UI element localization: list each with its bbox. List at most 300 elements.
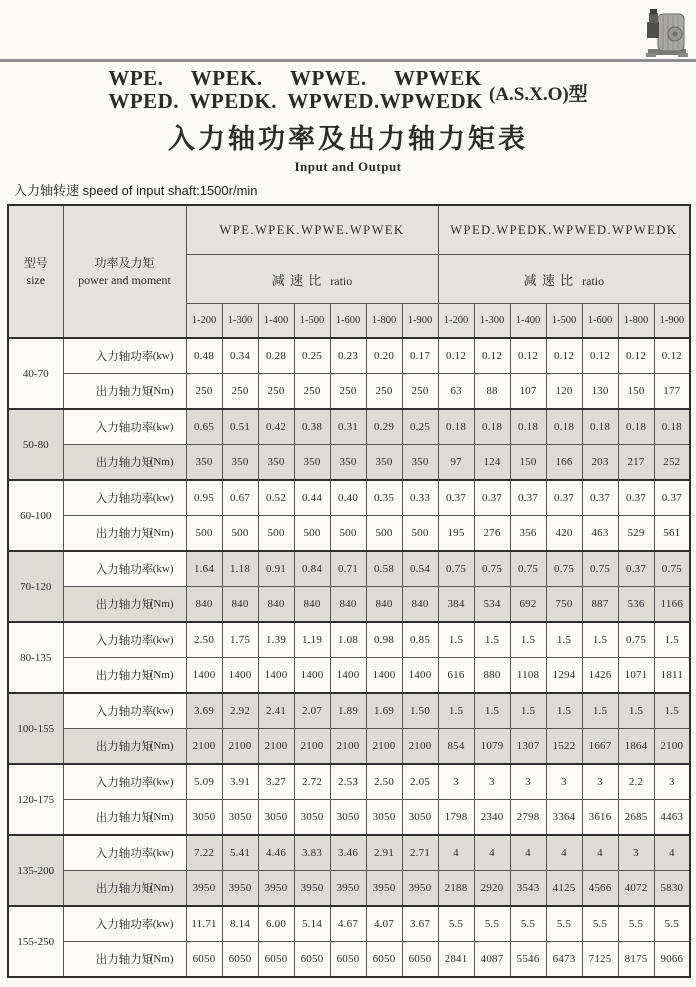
col-header-pm-en: power and moment	[78, 272, 171, 287]
ratio-header-cn: 减 速 比	[523, 272, 575, 288]
torque-value: 97	[438, 445, 474, 481]
power-value: 0.65	[186, 409, 222, 445]
row-label	[63, 835, 186, 871]
group2-title: WPED.WPEDK.WPWED.WPWEDK	[438, 205, 690, 255]
ratio-col-header: 1-400	[258, 304, 294, 339]
power-value: 2.71	[402, 835, 438, 871]
row-unit: (kw)	[152, 563, 174, 575]
col-header-size-cn: 型号	[23, 255, 48, 270]
power-value: 0.37	[510, 480, 546, 516]
torque-value: 3950	[222, 871, 258, 907]
torque-value: 203	[582, 445, 618, 481]
torque-value: 2188	[438, 871, 474, 907]
torque-value: 2685	[618, 800, 654, 836]
power-value: 1.5	[546, 693, 582, 729]
ratio-col-header: 1-400	[510, 304, 546, 339]
torque-value: 1400	[222, 658, 258, 694]
model-names-line1: WPE. WPEK. WPWE. WPWEK	[108, 66, 482, 90]
torque-value: 3050	[366, 800, 402, 836]
power-value: 0.40	[330, 480, 366, 516]
torque-value: 3950	[402, 871, 438, 907]
power-value: 2.50	[366, 764, 402, 800]
power-value: 0.37	[618, 480, 654, 516]
torque-value: 4566	[582, 871, 618, 907]
torque-value: 3050	[222, 800, 258, 836]
table-row	[8, 800, 690, 836]
torque-value: 3950	[294, 871, 330, 907]
power-value: 4	[510, 835, 546, 871]
row-unit: (kw)	[152, 634, 174, 646]
power-value: 0.37	[582, 480, 618, 516]
torque-value: 6050	[330, 942, 366, 978]
torque-value: 561	[654, 516, 690, 552]
power-value: 0.17	[402, 338, 438, 374]
group1-title: WPE.WPEK.WPWE.WPWEK	[186, 205, 438, 255]
table-row	[8, 942, 690, 978]
torque-value: 150	[618, 374, 654, 410]
torque-value: 2100	[294, 729, 330, 765]
gearbox-photo-illustration	[645, 4, 689, 58]
table-row	[8, 906, 690, 942]
torque-value: 2920	[474, 871, 510, 907]
table-row	[8, 480, 690, 516]
ratio-col-header: 1-200	[186, 304, 222, 339]
power-value: 0.75	[618, 622, 654, 658]
table-row	[8, 374, 690, 410]
torque-value: 350	[402, 445, 438, 481]
torque-value: 1079	[474, 729, 510, 765]
row-unit: (Nm)	[149, 811, 174, 823]
torque-value: 6050	[294, 942, 330, 978]
torque-value: 6050	[222, 942, 258, 978]
power-value: 0.75	[546, 551, 582, 587]
power-value: 5.5	[474, 906, 510, 942]
power-value: 0.37	[474, 480, 510, 516]
power-value: 1.39	[258, 622, 294, 658]
size-cell: 135-200	[8, 835, 63, 906]
torque-value: 1400	[258, 658, 294, 694]
torque-value: 6050	[366, 942, 402, 978]
power-value: 0.18	[546, 409, 582, 445]
power-value: 4	[438, 835, 474, 871]
row-label-text: 出力轴力矩	[95, 599, 154, 611]
row-label-text: 出力轴力矩	[95, 457, 154, 469]
torque-value: 1426	[582, 658, 618, 694]
power-value: 1.5	[582, 622, 618, 658]
power-value: 1.69	[366, 693, 402, 729]
power-value: 4.07	[366, 906, 402, 942]
row-label	[63, 480, 186, 516]
torque-value: 3050	[186, 800, 222, 836]
table-row	[8, 622, 690, 658]
input-speed-note-en: speed of input shaft:1500r/min	[82, 183, 258, 198]
power-value: 0.12	[510, 338, 546, 374]
power-value: 1.5	[654, 693, 690, 729]
table-row	[8, 693, 690, 729]
power-value: 0.51	[222, 409, 258, 445]
torque-value: 8175	[618, 942, 654, 978]
torque-value: 1798	[438, 800, 474, 836]
row-label	[63, 942, 186, 978]
torque-value: 840	[222, 587, 258, 623]
power-value: 3.83	[294, 835, 330, 871]
power-value: 7.22	[186, 835, 222, 871]
torque-value: 120	[546, 374, 582, 410]
page-title-english: Input and Output	[294, 159, 402, 174]
power-value: 0.18	[438, 409, 474, 445]
power-value: 3.27	[258, 764, 294, 800]
power-value: 4	[474, 835, 510, 871]
torque-value: 350	[258, 445, 294, 481]
power-value: 0.18	[654, 409, 690, 445]
torque-value: 6050	[402, 942, 438, 978]
power-value: 0.12	[474, 338, 510, 374]
row-label	[63, 693, 186, 729]
row-unit: (Nm)	[149, 740, 174, 752]
row-label	[63, 338, 186, 374]
row-label	[63, 800, 186, 836]
torque-value: 3364	[546, 800, 582, 836]
torque-value: 5546	[510, 942, 546, 978]
row-label-text: 出力轴力矩	[95, 528, 154, 540]
power-value: 2.72	[294, 764, 330, 800]
torque-value: 7125	[582, 942, 618, 978]
power-value: 3	[474, 764, 510, 800]
row-label-text: 出力轴力矩	[95, 954, 154, 966]
torque-value: 500	[294, 516, 330, 552]
torque-value: 500	[222, 516, 258, 552]
torque-value: 1400	[186, 658, 222, 694]
row-unit: (kw)	[152, 350, 174, 362]
header-divider	[0, 59, 696, 62]
power-torque-table	[7, 204, 691, 978]
torque-value: 166	[546, 445, 582, 481]
power-value: 0.75	[510, 551, 546, 587]
torque-value: 3543	[510, 871, 546, 907]
torque-value: 250	[330, 374, 366, 410]
torque-value: 534	[474, 587, 510, 623]
model-names-line2: WPED. WPEDK. WPWED.WPWEDK	[108, 89, 483, 113]
torque-value: 150	[510, 445, 546, 481]
row-label-text: 入力轴功率	[95, 493, 154, 505]
power-value: 0.18	[474, 409, 510, 445]
row-label-text: 出力轴力矩	[95, 741, 154, 753]
power-value: 4	[582, 835, 618, 871]
row-label	[63, 764, 186, 800]
power-value: 1.5	[510, 693, 546, 729]
power-value: 0.75	[438, 551, 474, 587]
row-label	[63, 587, 186, 623]
power-value: 0.25	[294, 338, 330, 374]
power-value: 0.85	[402, 622, 438, 658]
torque-value: 1522	[546, 729, 582, 765]
row-unit: (Nm)	[149, 669, 174, 681]
table-row	[8, 587, 690, 623]
power-value: 0.18	[510, 409, 546, 445]
power-value: 5.14	[294, 906, 330, 942]
torque-value: 350	[222, 445, 258, 481]
torque-value: 840	[186, 587, 222, 623]
gearbox-photo	[645, 4, 689, 58]
torque-value: 692	[510, 587, 546, 623]
power-value: 6.00	[258, 906, 294, 942]
size-cell: 155-250	[8, 906, 63, 977]
power-value: 0.23	[330, 338, 366, 374]
power-value: 0.25	[402, 409, 438, 445]
row-label	[63, 906, 186, 942]
power-value: 0.28	[258, 338, 294, 374]
power-value: 5.5	[618, 906, 654, 942]
power-value: 0.71	[330, 551, 366, 587]
power-value: 0.12	[618, 338, 654, 374]
row-label	[63, 516, 186, 552]
torque-value: 840	[330, 587, 366, 623]
torque-value: 529	[618, 516, 654, 552]
torque-value: 3950	[186, 871, 222, 907]
col-header-size	[8, 205, 63, 338]
torque-value: 250	[294, 374, 330, 410]
ratio-col-header: 1-800	[366, 304, 402, 339]
power-value: 0.34	[222, 338, 258, 374]
power-value: 2.53	[330, 764, 366, 800]
power-value: 4	[546, 835, 582, 871]
table-row	[8, 658, 690, 694]
row-unit: (Nm)	[149, 527, 174, 539]
torque-value: 250	[222, 374, 258, 410]
torque-value: 1294	[546, 658, 582, 694]
type-suffix: (A.S.X.O)型	[488, 83, 588, 105]
torque-value: 1400	[402, 658, 438, 694]
torque-value: 3050	[294, 800, 330, 836]
power-value: 0.67	[222, 480, 258, 516]
row-label-text: 入力轴功率	[95, 351, 154, 363]
ratio-header-en: ratio	[582, 273, 605, 288]
row-label-text: 出力轴力矩	[95, 883, 154, 895]
power-value: 1.5	[438, 693, 474, 729]
power-value: 2.05	[402, 764, 438, 800]
size-cell: 100-155	[8, 693, 63, 764]
power-value: 11.71	[186, 906, 222, 942]
row-label-text: 入力轴功率	[95, 919, 154, 931]
row-label-text: 出力轴力矩	[95, 386, 154, 398]
power-value: 0.58	[366, 551, 402, 587]
power-value: 0.29	[366, 409, 402, 445]
torque-value: 4463	[654, 800, 690, 836]
torque-value: 500	[186, 516, 222, 552]
table-row	[8, 445, 690, 481]
power-value: 0.98	[366, 622, 402, 658]
power-value: 0.84	[294, 551, 330, 587]
power-value: 1.5	[582, 693, 618, 729]
torque-value: 616	[438, 658, 474, 694]
ratio-col-header: 1-800	[618, 304, 654, 339]
row-label-text: 入力轴功率	[95, 777, 154, 789]
ratio-col-header: 1-500	[294, 304, 330, 339]
size-cell: 40-70	[8, 338, 63, 409]
power-value: 0.37	[618, 551, 654, 587]
row-unit: (Nm)	[149, 882, 174, 894]
power-value: 1.08	[330, 622, 366, 658]
power-value: 3	[510, 764, 546, 800]
row-label-text: 入力轴功率	[95, 848, 154, 860]
torque-value: 3950	[258, 871, 294, 907]
torque-value: 1108	[510, 658, 546, 694]
row-unit: (Nm)	[149, 385, 174, 397]
ratio-col-header: 1-300	[222, 304, 258, 339]
power-value: 4	[654, 835, 690, 871]
power-value: 3.67	[402, 906, 438, 942]
col-header-size-en: size	[26, 272, 46, 287]
power-value: 1.89	[330, 693, 366, 729]
power-value: 2.92	[222, 693, 258, 729]
torque-value: 350	[330, 445, 366, 481]
power-value: 1.75	[222, 622, 258, 658]
row-label	[63, 871, 186, 907]
torque-value: 252	[654, 445, 690, 481]
power-value: 8.14	[222, 906, 258, 942]
power-value: 4.46	[258, 835, 294, 871]
power-value: 0.38	[294, 409, 330, 445]
table-row	[8, 729, 690, 765]
torque-value: 2100	[654, 729, 690, 765]
row-unit: (kw)	[152, 421, 174, 433]
col-header-power-moment	[63, 205, 186, 338]
torque-value: 250	[258, 374, 294, 410]
torque-value: 500	[258, 516, 294, 552]
torque-value: 124	[474, 445, 510, 481]
power-value: 0.12	[654, 338, 690, 374]
ratio-col-header: 1-600	[582, 304, 618, 339]
ratio-col-header: 1-900	[402, 304, 438, 339]
power-value: 5.5	[546, 906, 582, 942]
torque-value: 195	[438, 516, 474, 552]
table-row	[8, 835, 690, 871]
torque-value: 880	[474, 658, 510, 694]
power-value: 0.12	[438, 338, 474, 374]
power-value: 1.5	[474, 622, 510, 658]
power-value: 0.75	[654, 551, 690, 587]
row-label-text: 出力轴力矩	[95, 812, 154, 824]
torque-value: 250	[186, 374, 222, 410]
power-value: 3	[438, 764, 474, 800]
torque-value: 4087	[474, 942, 510, 978]
row-label	[63, 445, 186, 481]
torque-value: 3050	[330, 800, 366, 836]
power-value: 0.42	[258, 409, 294, 445]
input-speed-note	[14, 180, 258, 199]
torque-value: 2100	[402, 729, 438, 765]
row-label	[63, 622, 186, 658]
row-unit: (kw)	[152, 918, 174, 930]
power-value: 3	[618, 835, 654, 871]
row-label-text: 入力轴功率	[95, 635, 154, 647]
torque-value: 2100	[222, 729, 258, 765]
col-header-pm-cn: 功率及力矩	[94, 255, 155, 270]
table-row	[8, 409, 690, 445]
torque-value: 2100	[258, 729, 294, 765]
torque-value: 177	[654, 374, 690, 410]
power-value: 3	[582, 764, 618, 800]
row-label-text: 入力轴功率	[95, 422, 154, 434]
ratio-header-group1	[186, 255, 438, 304]
row-label-text: 出力轴力矩	[95, 670, 154, 682]
table-row	[8, 871, 690, 907]
row-label	[63, 729, 186, 765]
ratio-col-header: 1-300	[474, 304, 510, 339]
power-value: 0.95	[186, 480, 222, 516]
table-row	[8, 551, 690, 587]
torque-value: 63	[438, 374, 474, 410]
power-value: 3	[546, 764, 582, 800]
power-value: 3.69	[186, 693, 222, 729]
torque-value: 3950	[330, 871, 366, 907]
torque-value: 840	[258, 587, 294, 623]
ratio-header-group2	[438, 255, 690, 304]
power-value: 0.35	[366, 480, 402, 516]
power-value: 0.44	[294, 480, 330, 516]
torque-value: 276	[474, 516, 510, 552]
torque-value: 750	[546, 587, 582, 623]
torque-value: 6050	[258, 942, 294, 978]
power-value: 1.5	[546, 622, 582, 658]
power-value: 0.54	[402, 551, 438, 587]
torque-value: 2798	[510, 800, 546, 836]
power-value: 0.12	[582, 338, 618, 374]
power-value: 1.50	[402, 693, 438, 729]
torque-value: 1811	[654, 658, 690, 694]
torque-value: 1166	[654, 587, 690, 623]
row-label-text: 入力轴功率	[95, 706, 154, 718]
power-value: 1.5	[510, 622, 546, 658]
ratio-col-header: 1-900	[654, 304, 690, 339]
size-cell: 70-120	[8, 551, 63, 622]
ratio-header-cn: 减 速 比	[271, 272, 323, 288]
torque-value: 500	[330, 516, 366, 552]
torque-value: 6050	[186, 942, 222, 978]
power-value: 1.5	[438, 622, 474, 658]
power-value: 0.75	[582, 551, 618, 587]
input-speed-note-cn: 入力轴转速	[14, 183, 80, 198]
torque-value: 840	[294, 587, 330, 623]
size-cell: 80-135	[8, 622, 63, 693]
power-value: 1.5	[654, 622, 690, 658]
power-value: 2.41	[258, 693, 294, 729]
torque-value: 2340	[474, 800, 510, 836]
torque-value: 1400	[330, 658, 366, 694]
power-value: 5.5	[654, 906, 690, 942]
row-unit: (Nm)	[149, 598, 174, 610]
torque-value: 887	[582, 587, 618, 623]
power-value: 0.48	[186, 338, 222, 374]
size-cell: 50-80	[8, 409, 63, 480]
power-value: 0.18	[582, 409, 618, 445]
torque-value: 1667	[582, 729, 618, 765]
torque-value: 2100	[366, 729, 402, 765]
power-value: 5.5	[510, 906, 546, 942]
power-value: 0.12	[546, 338, 582, 374]
torque-value: 107	[510, 374, 546, 410]
page-heading	[0, 67, 696, 175]
ratio-header-en: ratio	[330, 273, 353, 288]
power-value: 3	[654, 764, 690, 800]
power-value: 1.19	[294, 622, 330, 658]
row-label	[63, 551, 186, 587]
power-value: 1.64	[186, 551, 222, 587]
row-label	[63, 374, 186, 410]
torque-value: 250	[402, 374, 438, 410]
model-names	[0, 67, 696, 113]
table-row	[8, 338, 690, 374]
